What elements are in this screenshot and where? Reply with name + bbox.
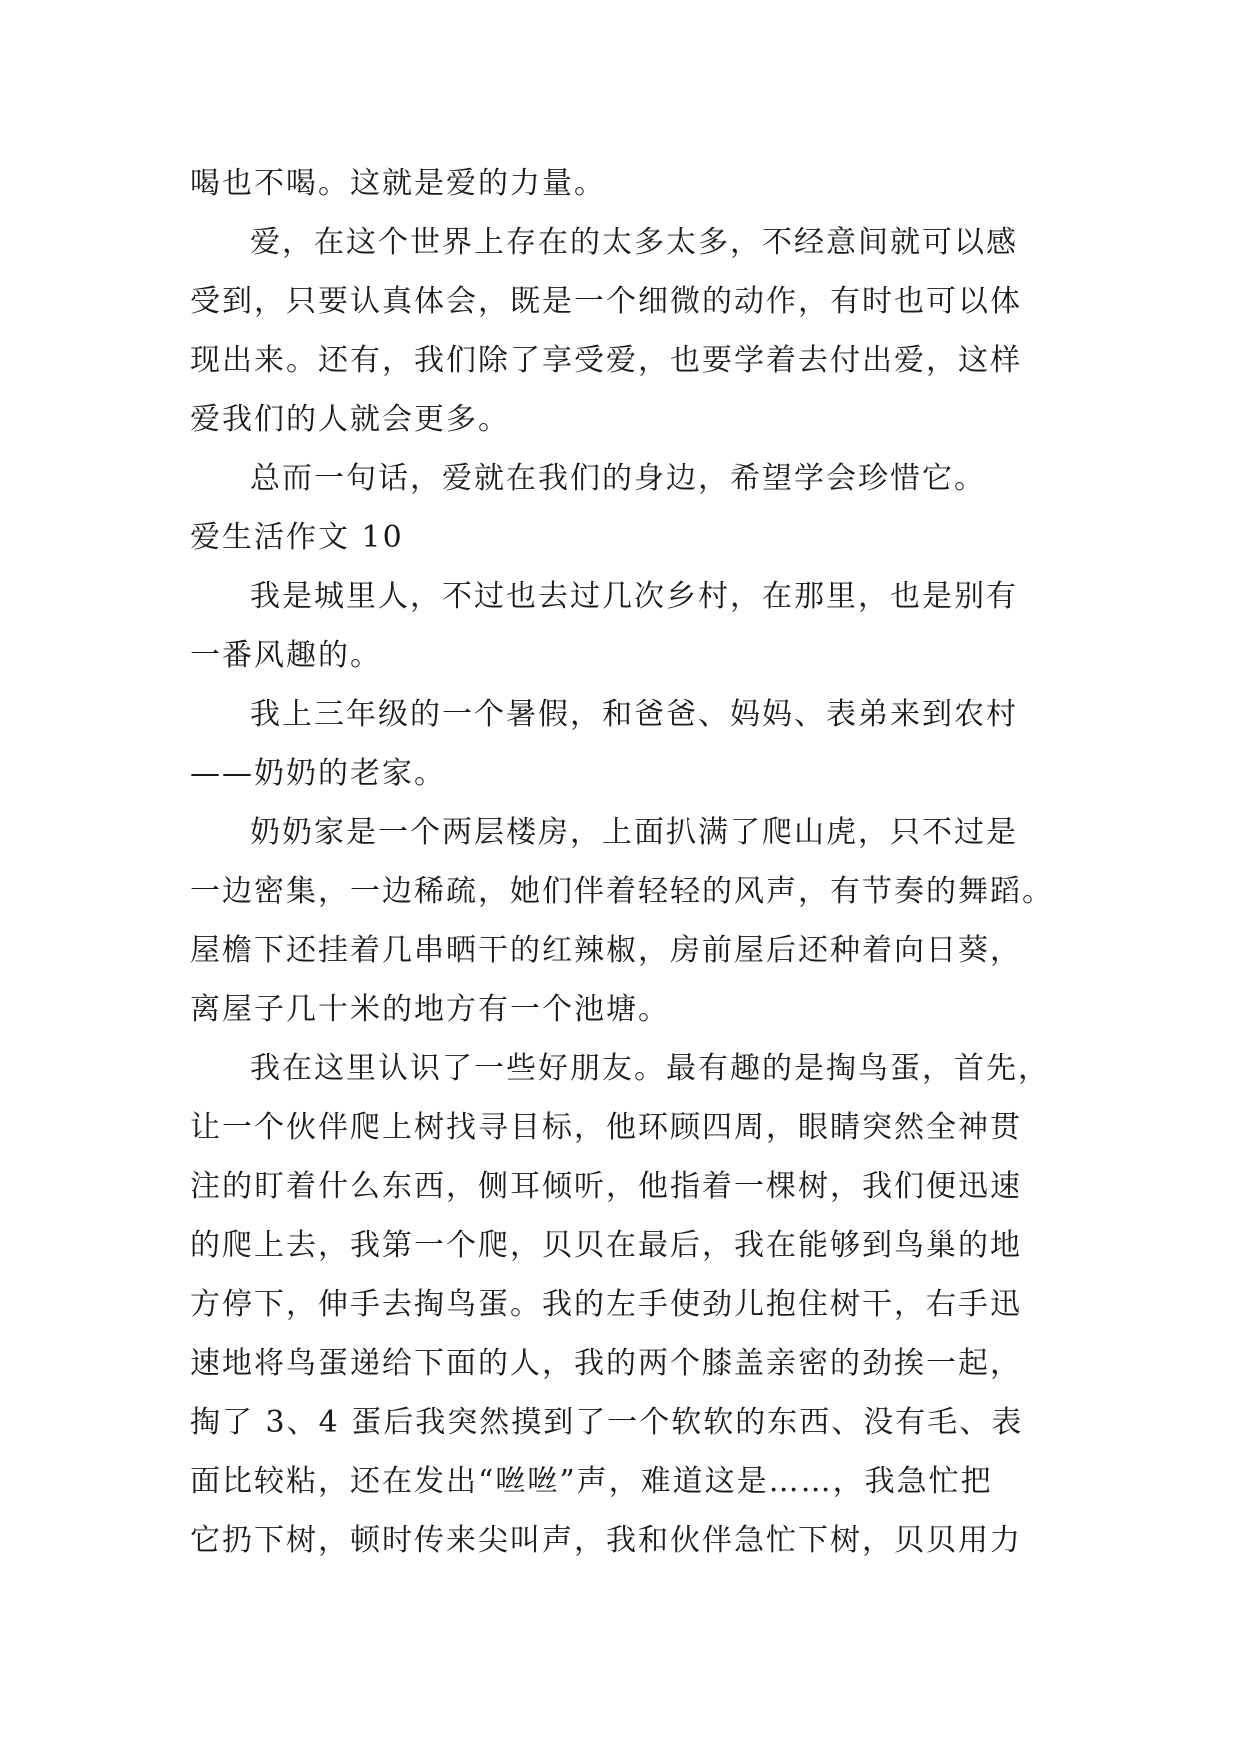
text-line: 我在这里认识了一些好朋友。最有趣的是掏鸟蛋，首先，: [250, 1051, 1050, 1086]
text-line: 奶奶家是一个两层楼房，上面扒满了爬山虎，只不过是: [250, 815, 1018, 850]
text-line: 的爬上去，我第一个爬，贝贝在最后，我在能够到鸟巢的地: [190, 1228, 1022, 1263]
text-line: 受到，只要认真体会，既是一个细微的动作，有时也可以体: [190, 284, 1022, 319]
text-line: 爱我们的人就会更多。: [190, 402, 510, 437]
text-line: 方停下，伸手去掏鸟蛋。我的左手使劲儿抱住树干，右手迅: [190, 1287, 1022, 1322]
section-heading: 爱生活作文 10: [190, 520, 404, 555]
text-line: 屋檐下还挂着几串晒干的红辣椒，房前屋后还种着向日葵，: [190, 933, 1022, 968]
text-line: 离屋子几十米的地方有一个池塘。: [190, 992, 670, 1027]
text-line: ——奶奶的老家。: [190, 756, 446, 791]
text-line: 总而一句话，爱就在我们的身边，希望学会珍惜它。: [250, 461, 986, 496]
text-line: 喝也不喝。这就是爱的力量。: [190, 166, 606, 201]
text-line: 速地将鸟蛋递给下面的人，我的两个膝盖亲密的劲挨一起，: [190, 1346, 1022, 1381]
text-line: 我是城里人，不过也去过几次乡村，在那里，也是别有: [250, 579, 1018, 614]
text-line: 它扔下树，顿时传来尖叫声，我和伙伴急忙下树，贝贝用力: [190, 1523, 1022, 1558]
text-line: 掏了 3、4 蛋后我突然摸到了一个软软的东西、没有毛、表: [190, 1405, 1024, 1440]
text-line: 现出来。还有，我们除了享受爱，也要学着去付出爱，这样: [190, 343, 1022, 378]
text-line: 注的盯着什么东西，侧耳倾听，他指着一棵树，我们便迅速: [190, 1169, 1022, 1204]
text-line: 一边密集，一边稀疏，她们伴着轻轻的风声，有节奏的舞蹈。: [190, 874, 1054, 909]
text-line: 一番风趣的。: [190, 638, 382, 673]
text-line: 面比较粘，还在发出“咝咝”声，难道这是……，我急忙把: [190, 1464, 993, 1499]
text-line: 让一个伙伴爬上树找寻目标，他环顾四周，眼睛突然全神贯: [190, 1110, 1022, 1145]
text-line: 爱，在这个世界上存在的太多太多，不经意间就可以感: [250, 225, 1018, 260]
text-line: 我上三年级的一个暑假，和爸爸、妈妈、表弟来到农村: [250, 697, 1018, 732]
